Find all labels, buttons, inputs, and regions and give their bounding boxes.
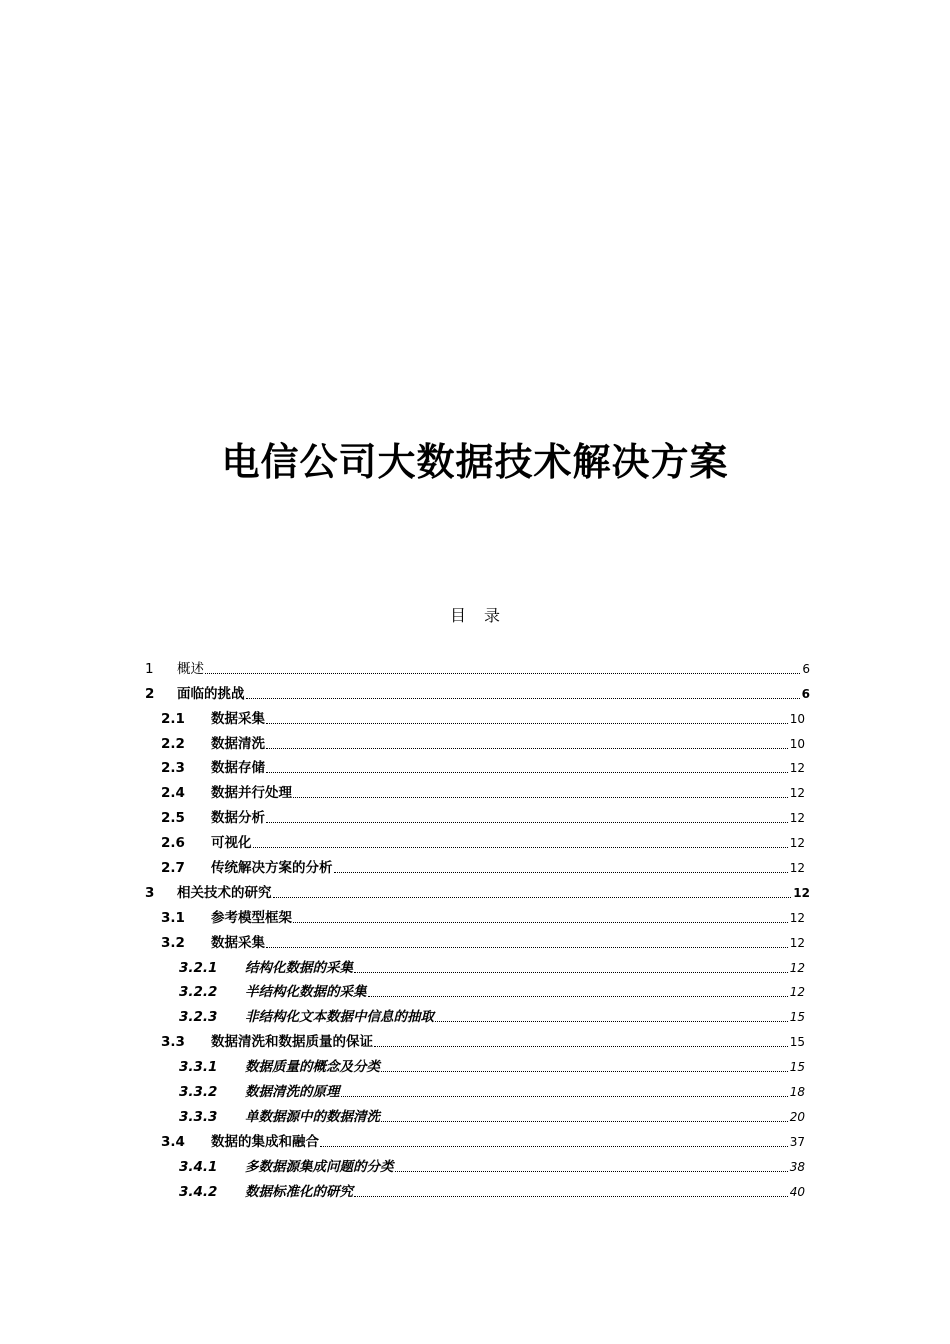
toc-entry-page: 12	[793, 885, 810, 900]
toc-entry-number: 2.1	[161, 710, 185, 727]
toc-entry[interactable]	[145, 753, 810, 778]
toc-entry-title: 数据采集	[211, 934, 265, 951]
toc-dot-leader	[374, 1046, 788, 1047]
toc-entry[interactable]	[145, 777, 810, 802]
toc-entry-title: 传统解决方案的分析	[211, 860, 333, 877]
toc-entry-number: 3.2.1	[179, 959, 218, 976]
toc-entry-page: 38	[789, 1159, 805, 1174]
toc-dot-leader	[395, 1171, 788, 1172]
toc-heading: 目录	[449, 606, 518, 625]
toc-entry-number: 3.3.1	[179, 1059, 218, 1076]
toc-entry[interactable]	[145, 977, 810, 1002]
toc-entry-title: 数据清洗的原理	[245, 1084, 340, 1101]
toc-entry-title: 非结构化文本数据中信息的抽取	[245, 1009, 434, 1026]
toc-dot-leader	[266, 822, 788, 823]
toc-dot-leader	[205, 673, 800, 674]
toc-entry[interactable]	[145, 1126, 810, 1151]
toc-entry-title: 结构化数据的采集	[245, 959, 353, 976]
toc-entry[interactable]	[145, 852, 810, 877]
toc-dot-leader	[334, 872, 788, 873]
toc-entry[interactable]	[145, 678, 810, 703]
toc-entry[interactable]	[145, 1176, 810, 1201]
toc-entry-page: 40	[789, 1184, 805, 1199]
toc-entry-page: 12	[789, 761, 805, 776]
document-title: 电信公司大数据技术解决方案	[221, 440, 729, 484]
toc-entry[interactable]	[145, 1001, 810, 1026]
toc-entry-number: 1	[145, 660, 154, 677]
toc-entry-number: 2.6	[161, 835, 185, 852]
toc-dot-leader	[435, 1021, 788, 1022]
toc-entry-page: 12	[789, 786, 805, 801]
toc-entry[interactable]	[145, 952, 810, 977]
toc-entry-title: 数据分析	[211, 810, 265, 827]
toc-entry-page: 10	[789, 711, 805, 726]
toc-dot-leader	[266, 947, 788, 948]
toc-entry-page: 12	[789, 910, 805, 925]
toc-entry[interactable]	[145, 877, 810, 902]
toc-dot-leader	[381, 1121, 788, 1122]
toc-dot-leader	[253, 847, 788, 848]
toc-entry-page: 15	[789, 1010, 805, 1025]
toc-entry-page: 15	[789, 1035, 805, 1050]
toc-dot-leader	[381, 1071, 788, 1072]
toc-entry-title: 参考模型框架	[211, 909, 292, 926]
toc-entry-page: 12	[789, 985, 805, 1000]
toc-dot-leader	[293, 922, 788, 923]
toc-entry-page: 15	[789, 1060, 805, 1075]
toc-dot-leader	[266, 772, 788, 773]
toc-entry[interactable]	[145, 1151, 810, 1176]
toc-entry-number: 3.1	[161, 909, 185, 926]
toc-entry-page: 18	[789, 1085, 805, 1100]
toc-entry-title: 单数据源中的数据清洗	[245, 1108, 380, 1125]
toc-entry-number: 3.4	[161, 1133, 185, 1150]
table-of-contents	[145, 653, 810, 1201]
toc-entry-number: 3.3.3	[179, 1108, 218, 1125]
toc-entry-title: 面临的挑战	[177, 685, 245, 702]
toc-entry-number: 3.2.2	[179, 984, 218, 1001]
toc-entry-title: 数据的集成和融合	[211, 1133, 319, 1150]
toc-entry-number: 3	[145, 884, 155, 901]
toc-entry-number: 2	[145, 685, 155, 702]
toc-entry-page: 12	[789, 836, 805, 851]
toc-entry-title: 数据存储	[211, 760, 265, 777]
toc-entry-title: 数据质量的概念及分类	[245, 1059, 380, 1076]
toc-dot-leader	[368, 996, 788, 997]
toc-entry-title: 相关技术的研究	[177, 884, 272, 901]
toc-entry[interactable]	[145, 1076, 810, 1101]
toc-entry[interactable]	[145, 1051, 810, 1076]
toc-entry-number: 3.2	[161, 934, 185, 951]
toc-dot-leader	[320, 1146, 788, 1147]
toc-entry-page: 37	[789, 1134, 805, 1149]
toc-entry-number: 3.4.1	[179, 1158, 218, 1175]
toc-entry[interactable]	[145, 927, 810, 952]
toc-entry-title: 数据标准化的研究	[245, 1183, 353, 1200]
toc-entry-page: 12	[789, 811, 805, 826]
toc-entry-number: 2.3	[161, 760, 185, 777]
toc-entry-title: 数据清洗	[211, 735, 265, 752]
toc-dot-leader	[266, 723, 788, 724]
toc-dot-leader	[354, 972, 788, 973]
toc-dot-leader	[246, 698, 800, 699]
toc-entry-number: 2.5	[161, 810, 185, 827]
toc-dot-leader	[354, 1196, 788, 1197]
toc-entry-number: 3.4.2	[179, 1183, 218, 1200]
toc-entry[interactable]	[145, 827, 810, 852]
toc-entry-title: 数据采集	[211, 710, 265, 727]
toc-entry-title: 概述	[177, 660, 204, 677]
toc-entry-page: 12	[789, 960, 805, 975]
toc-entry[interactable]	[145, 802, 810, 827]
toc-dot-leader	[341, 1096, 788, 1097]
toc-entry-title: 多数据源集成问题的分类	[245, 1158, 394, 1175]
toc-entry-number: 3.3.2	[179, 1084, 218, 1101]
toc-entry-page: 12	[789, 861, 805, 876]
toc-dot-leader	[266, 748, 788, 749]
toc-entry-number: 3.2.3	[179, 1009, 218, 1026]
toc-entry-page: 6	[802, 661, 810, 676]
toc-entry[interactable]	[145, 728, 810, 753]
toc-entry[interactable]	[145, 1101, 810, 1126]
toc-entry[interactable]	[145, 653, 810, 678]
toc-entry-number: 2.4	[161, 785, 185, 802]
toc-entry-page: 6	[801, 686, 810, 701]
toc-entry-number: 2.2	[161, 735, 185, 752]
toc-entry-number: 3.3	[161, 1034, 185, 1051]
toc-entry-title: 数据并行处理	[211, 785, 292, 802]
toc-entry[interactable]	[145, 902, 810, 927]
toc-entry-title: 数据清洗和数据质量的保证	[211, 1034, 373, 1051]
toc-entry[interactable]	[145, 1026, 810, 1051]
toc-dot-leader	[273, 897, 792, 898]
toc-entry-page: 12	[789, 935, 805, 950]
toc-entry-title: 半结构化数据的采集	[245, 984, 367, 1001]
toc-dot-leader	[293, 797, 788, 798]
toc-entry-number: 2.7	[161, 860, 185, 877]
toc-entry-page: 10	[789, 736, 805, 751]
toc-entry-page: 20	[789, 1109, 805, 1124]
toc-entry-title: 可视化	[211, 835, 252, 852]
toc-entry[interactable]	[145, 703, 810, 728]
